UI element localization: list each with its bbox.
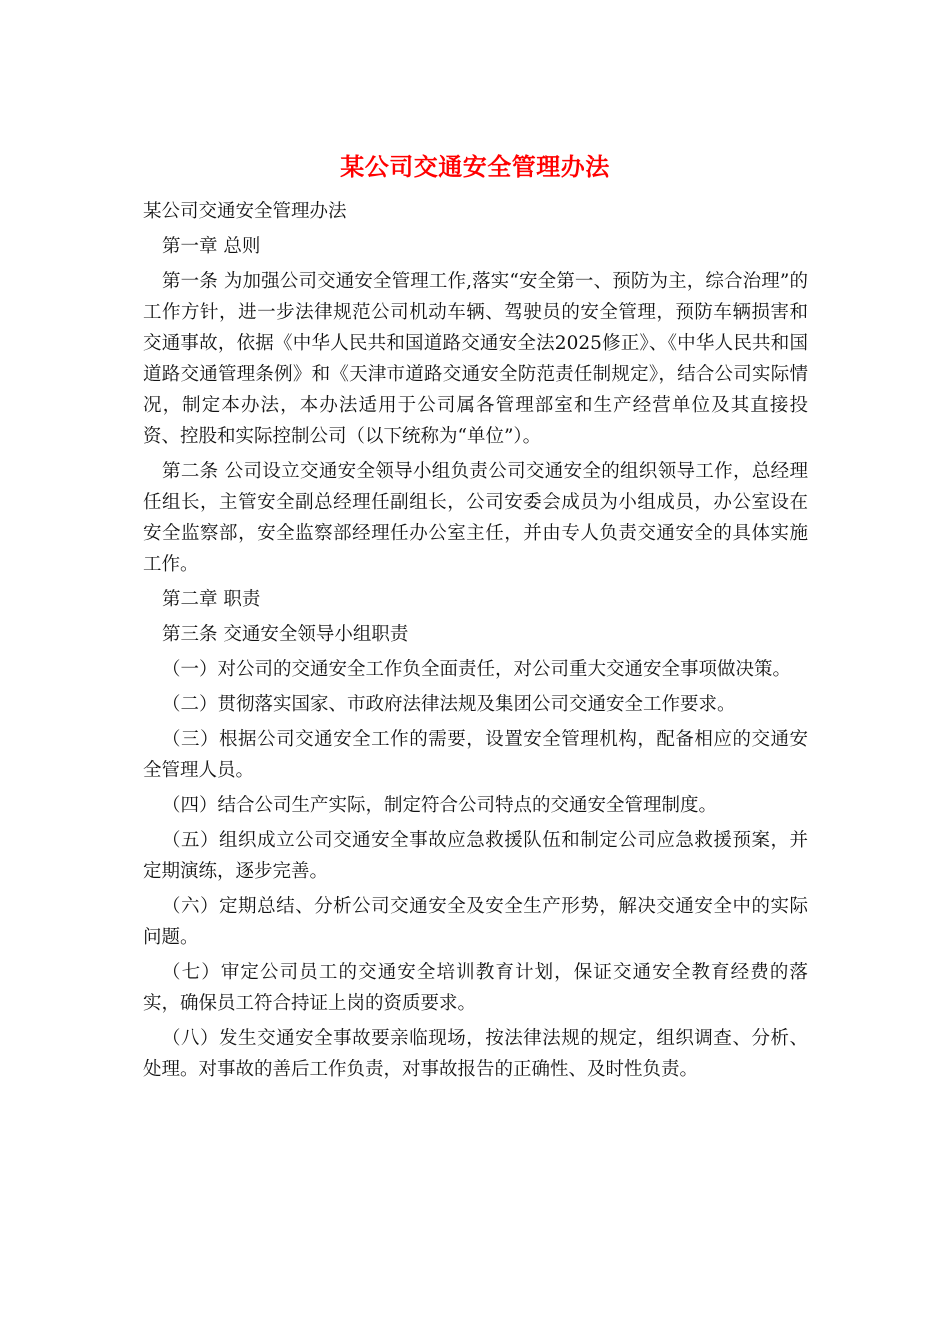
list-item: （三）根据公司交通安全工作的需要，设置安全管理机构，配备相应的交通安全管理人员。 [143,729,808,781]
subtitle-paragraph: 某公司交通安全管理办法 [143,201,347,222]
list-item: （五）组织成立公司交通安全事故应急救援队伍和制定公司应急救援预案，并定期演练，逐步完善。 [143,830,808,882]
document-body [143,196,808,1089]
list-item: （二）贯彻落实国家、市政府法律法规及集团公司交通安全工作要求。 [162,694,736,715]
document-title: 某公司交通安全管理办法 [340,152,610,181]
article-paragraph: 第二条 公司设立交通安全领导小组负责公司交通安全的组织领导工作，总经理任组长，主管安全副总经理任副组长，公司安委会成员为小组成员，办公室设在安全监察部，安全监察部经理任办公室主任，并由专人负责交通安全的具体实施工作。 [143,461,808,575]
chapter-heading: 第一章 总则 [162,236,261,257]
article-paragraph: 第一条 为加强公司交通安全管理工作,落实“安全第一、预防为主，综合治理”的工作方针，进一步法律规范公司机动车辆、驾驶员的安全管理，预防车辆损害和交通事故，依据《中华人民共和国道路交通安全法2025修正》、《中华人民共和国道路交通管理条例》和《天津市道路交通安全防范责任制规定》，结合公司实际情况，制定本办法，本办法适用于公司属各管理部室和生产经营单位及其直接投资、控股和实际控制公司（以下统称为“单位”）。 [143,271,808,447]
chapter-heading: 第二章 职责 [162,589,261,610]
list-item: （四）结合公司生产实际，制定符合公司特点的交通安全管理制度。 [162,795,718,816]
list-item: （八）发生交通安全事故要亲临现场，按法律法规的规定，组织调查、分析、处理。对事故的善后工作负责，对事故报告的正确性、及时性负责。 [143,1028,808,1080]
article-paragraph: 第三条 交通安全领导小组职责 [162,624,409,645]
list-item: （七）审定公司员工的交通安全培训教育计划，保证交通安全教育经费的落实，确保员工符合持证上岗的资质要求。 [143,962,808,1014]
list-item: （六）定期总结、分析公司交通安全及安全生产形势，解决交通安全中的实际问题。 [143,896,808,948]
list-item: （一）对公司的交通安全工作负全面责任，对公司重大交通安全事项做决策。 [162,659,792,680]
